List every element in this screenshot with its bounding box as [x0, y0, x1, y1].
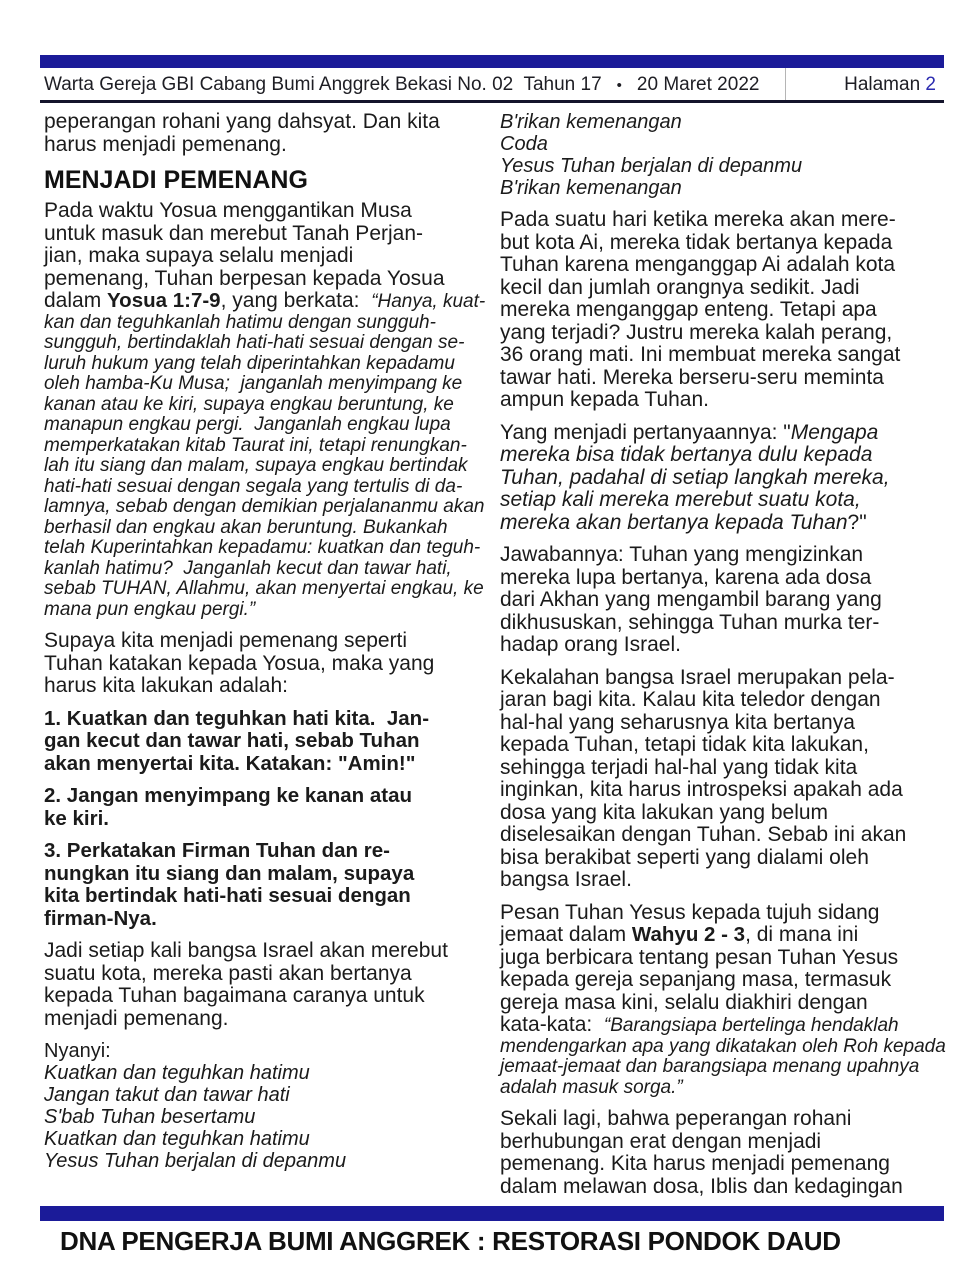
text-run: ?" — [847, 510, 867, 534]
paragraph — [44, 940, 484, 1030]
text-run: jian, maka supaya selalu menjadi — [44, 244, 354, 267]
text-run: but kota Ai, mereka tidak bertanya kepada — [500, 230, 893, 254]
text-line — [500, 209, 940, 232]
text-line — [44, 808, 484, 831]
text-line — [44, 518, 484, 539]
text-run: firman-Nya. — [44, 906, 157, 930]
text-run: gan kecut dan tawar hati, sebab Tuhan — [44, 729, 420, 752]
text-line — [44, 354, 484, 375]
text-run: kepada gereja sepanjang masa, termasuk — [500, 968, 892, 991]
text-line — [500, 299, 940, 322]
text-line — [500, 512, 940, 535]
text-line — [44, 675, 484, 698]
text-line — [500, 947, 940, 970]
text-line — [500, 1078, 940, 1099]
text-line — [500, 567, 940, 590]
text-line — [500, 969, 940, 992]
header-masthead — [44, 74, 759, 96]
text-run: manapun engkau pergi. Janganlah engkau lupa — [44, 414, 451, 435]
text-line — [44, 374, 484, 395]
paragraph — [500, 667, 940, 892]
text-run: yang terjadi? Justru mereka kalah perang, — [500, 320, 893, 344]
text-run: , yang berkata: — [220, 289, 372, 312]
text-run: Yosua 1:7-9 — [107, 289, 221, 312]
paragraph — [44, 1040, 484, 1172]
text-run: harus menjadi pemenang. — [44, 132, 287, 156]
text-run: Pada suatu hari ketika mereka akan mere- — [500, 208, 896, 231]
text-line — [44, 753, 484, 776]
text-line — [500, 1035, 946, 1058]
text-line — [500, 489, 940, 512]
text-run: pemenang. Kita harus menjadi pemenang — [500, 1152, 890, 1175]
text-line — [500, 1153, 940, 1176]
text-run: nungkan itu siang dan malam, supaya — [44, 861, 415, 885]
text-run: Yang menjadi pertanyaannya: " — [500, 420, 791, 444]
text-run: bangsa Israel. — [500, 868, 632, 891]
text-line — [500, 1014, 940, 1037]
text-line — [500, 467, 940, 490]
text-run: Nyanyi: — [44, 1040, 111, 1062]
text-run: kan dan teguhkanlah hatimu dengan sungguh- — [44, 311, 436, 333]
paragraph — [500, 209, 940, 412]
paragraph — [44, 785, 484, 830]
text-line — [500, 444, 940, 467]
text-line — [500, 322, 940, 345]
text-line — [500, 847, 940, 870]
text-line — [44, 456, 484, 477]
text-line — [500, 344, 940, 367]
text-line — [500, 802, 940, 825]
text-run: “Barangsiapa bertelinga hendaklah — [603, 1015, 899, 1036]
text-line — [44, 223, 484, 246]
paragraph — [500, 1108, 940, 1198]
text-line — [500, 902, 940, 925]
text-run: , di mana ini — [745, 923, 859, 946]
text-run: dosa yang kita lakukan yang belum — [500, 800, 829, 824]
text-run: kecil dan jumlah orangnya sedikit. Jadi — [500, 275, 860, 299]
text-run: “Hanya, kuat- — [371, 291, 486, 312]
text-run: MENJADI PEMENANG — [44, 166, 308, 194]
text-line — [500, 155, 940, 177]
text-run: gereja masa kini, selalu diakhiri dengan — [500, 990, 868, 1014]
text-run: dalam melawan dosa, Iblis dan kedagingan — [500, 1174, 903, 1198]
text-run: mereka bisa tidak bertanya dulu kepada — [500, 443, 873, 466]
text-run: kata-kata: — [500, 1013, 604, 1036]
text-line — [44, 436, 484, 457]
text-run: mereka lupa bertanya, karena ada dosa — [500, 565, 872, 589]
text-run: Mengapa — [790, 420, 879, 444]
text-line — [44, 477, 484, 498]
text-run: B'rikan kemenangan — [500, 111, 682, 133]
text-line — [44, 885, 484, 908]
text-run: mana pun engkau pergi.” — [44, 598, 256, 620]
text-line — [500, 689, 940, 712]
text-run: Tuhan karena menganggap Ai adalah kota — [500, 253, 896, 276]
text-line — [500, 779, 940, 802]
text-line — [44, 268, 484, 291]
text-run: Jangan takut dan tawar hati — [44, 1084, 290, 1106]
text-run: jaran bagi kita. Kalau kita teledor dengan — [500, 688, 881, 711]
text-line — [500, 1057, 940, 1078]
text-run: kita bertindak hati-hati sesuai dengan — [44, 884, 411, 907]
text-run: Tuhan katakan kepada Yosua, maka yang — [44, 651, 435, 675]
bullet-separator: • — [616, 76, 622, 94]
text-run: harus kita lakukan adalah: — [44, 674, 288, 697]
text-line — [44, 538, 484, 559]
text-line — [44, 1008, 484, 1031]
text-line — [44, 730, 484, 753]
text-run: mendengarkan apa yang dikatakan oleh Roh kepada — [500, 1035, 946, 1057]
text-run: 1. Kuatkan dan teguhkan hati kita. Jan- — [44, 706, 430, 730]
top-navy-bar — [40, 55, 944, 68]
text-run: 3. Perkatakan Firman Tuhan dan re- — [44, 839, 390, 862]
text-line — [500, 389, 940, 412]
text-run: diselesaikan dengan Tuhan. Sebab ini akan — [500, 823, 907, 846]
text-run: untuk masuk dan merebut Tanah Perjan- — [44, 221, 424, 245]
text-line — [500, 544, 940, 567]
text-run: luruh hukum yang telah diperintahkan kepadamu — [44, 352, 455, 374]
text-line — [500, 367, 940, 390]
text-run: 36 orang mati. Ini membuat mereka sangat — [500, 343, 901, 366]
text-line — [44, 313, 484, 334]
page-number: 2 — [925, 74, 936, 95]
text-line — [44, 395, 484, 416]
issue-date: 20 Maret 2022 — [636, 74, 760, 95]
header-vertical-divider — [785, 68, 786, 100]
text-line — [500, 277, 940, 300]
text-run: oleh hamba-Ku Musa; janganlah menyimpang ke — [44, 373, 463, 394]
text-line — [44, 290, 484, 313]
text-line — [500, 634, 940, 657]
text-run: tawar hati. Mereka berseru-seru meminta — [500, 365, 884, 389]
bulletin-title: Warta Gereja GBI Cabang Bumi Anggrek Bekasi No. 02 Tahun 17 — [44, 74, 602, 95]
text-line — [500, 612, 940, 635]
text-run: kanlah hatimu? Janganlah kecut dan tawar hati, — [44, 557, 452, 579]
text-run: akan menyertai kita. Katakan: "Amin!" — [44, 751, 416, 775]
text-run: peperangan rohani yang dahsyat. Dan kita — [44, 110, 440, 133]
text-line — [44, 134, 484, 157]
text-line — [44, 985, 484, 1008]
text-line — [44, 653, 484, 676]
paragraph — [500, 544, 940, 657]
text-run: Yesus Tuhan berjalan di depanmu — [500, 155, 803, 177]
paragraph — [44, 111, 484, 156]
text-run: Pesan Tuhan Yesus kepada tujuh sidang — [500, 900, 880, 924]
text-run: dalam — [44, 289, 108, 312]
page-label: Halaman — [844, 74, 926, 95]
text-line — [44, 630, 484, 653]
text-run: kepada Tuhan bagaimana caranya untuk — [44, 984, 425, 1007]
text-line — [44, 559, 484, 580]
text-line — [44, 1106, 484, 1128]
text-line — [500, 734, 940, 757]
text-line — [44, 708, 484, 731]
text-run: berhubungan erat dengan menjadi — [500, 1129, 822, 1153]
text-run: adalah masuk sorga.” — [500, 1076, 683, 1098]
text-run: setiap kali mereka merebut suatu kota, — [500, 488, 861, 511]
text-line — [500, 992, 940, 1015]
text-run: dari Akhan yang mengambil barang yang — [500, 588, 882, 611]
text-line — [44, 245, 484, 268]
text-run: inginkan, kita harus introspeksi apakah ada — [500, 778, 903, 801]
text-line — [44, 333, 484, 354]
left-column — [44, 111, 484, 1182]
paragraph — [44, 630, 484, 698]
text-line — [500, 1176, 940, 1199]
text-line — [44, 940, 484, 963]
text-run: hati-hati sesuai dengan segala yang tertulis di da- — [44, 475, 463, 497]
text-run: Jawabannya: Tuhan yang mengizinkan — [500, 543, 864, 566]
text-line — [44, 579, 484, 600]
text-line — [44, 166, 484, 194]
text-run: memperkatakan kitab Taurat ini, tetapi renungkan- — [44, 434, 467, 456]
text-run: S'bab Tuhan besertamu — [44, 1106, 256, 1128]
page-indicator — [823, 52, 936, 118]
text-run: suatu kota, mereka pasti akan bertanya — [44, 961, 412, 985]
text-line — [44, 111, 484, 134]
text-run: Wahyu 2 - 3 — [631, 923, 746, 946]
text-run: lamnya, sebab dengan demikian perjalananmu akan — [44, 496, 485, 517]
text-run: bisa berakibat seperti yang dialami oleh — [500, 845, 869, 869]
section-heading — [44, 166, 484, 194]
text-line — [500, 869, 940, 892]
text-run: Supaya kita menjadi pemenang seperti — [44, 629, 408, 652]
text-line — [500, 924, 940, 947]
text-run: Kekalahan bangsa Israel merupakan pela- — [500, 665, 895, 689]
header-horizontal-rule — [40, 100, 944, 103]
text-line — [500, 757, 940, 780]
text-line — [500, 422, 940, 445]
text-line — [500, 232, 940, 255]
text-run: ampun kepada Tuhan. — [500, 388, 709, 411]
text-run: telah Kuperintahkan kepadamu: kuatkan dan teguh- — [44, 537, 481, 558]
text-run: sehingga terjadi hal-hal yang tidak kita — [500, 755, 858, 779]
text-run: menjadi pemenang. — [44, 1006, 229, 1030]
text-line — [44, 908, 484, 931]
text-run: sungguh, bertindaklah hati-hati sesuai dengan se- — [44, 332, 465, 353]
text-line — [500, 712, 940, 735]
paragraph — [44, 840, 484, 930]
text-run: sebab TUHAN, Allahmu, akan menyertai engkau, ke — [44, 578, 484, 599]
text-line — [44, 600, 484, 621]
text-run: pemenang, Tuhan berpesan kepada Yosua — [44, 266, 445, 290]
text-line — [44, 785, 484, 808]
text-line — [44, 1084, 484, 1106]
text-run: kepada Tuhan, tetapi tidak kita lakukan, — [500, 733, 869, 756]
paragraph — [44, 708, 484, 776]
text-run: jemaat-jemaat dan barangsiapa menang upahnya — [500, 1056, 920, 1077]
text-line — [500, 667, 940, 690]
text-run: Coda — [500, 133, 548, 155]
right-column — [500, 111, 946, 1208]
text-run: 2. Jangan menyimpang ke kanan atau — [44, 784, 412, 807]
text-run: Pada waktu Yosua menggantikan Musa — [44, 199, 412, 222]
text-line — [44, 963, 484, 986]
text-line — [44, 1128, 484, 1150]
paragraph — [44, 200, 484, 620]
paragraph — [500, 422, 940, 535]
text-run: Tuhan, padahal di setiap langkah mereka, — [500, 465, 890, 489]
text-run: lah itu siang dan malam, supaya engkau bertindak — [44, 455, 468, 476]
text-line — [44, 200, 484, 223]
text-run: Sekali lagi, bahwa peperangan rohani — [500, 1107, 852, 1130]
paragraph — [500, 900, 946, 1099]
text-line — [44, 1040, 484, 1062]
text-run: Kuatkan dan teguhkan hatimu — [44, 1062, 310, 1084]
text-run: Jadi setiap kali bangsa Israel akan merebut — [44, 939, 448, 962]
text-line — [500, 589, 940, 612]
text-line — [44, 415, 484, 436]
text-line — [44, 1062, 484, 1084]
text-line — [500, 177, 940, 199]
text-run: mereka akan bertanya kepada Tuhan — [500, 510, 848, 534]
text-run: Yesus Tuhan berjalan di depanmu — [44, 1150, 347, 1172]
text-line — [500, 254, 940, 277]
text-run: jemaat dalam — [500, 923, 632, 946]
text-run: hadap orang Israel. — [500, 633, 681, 656]
text-run: dikhususkan, sehingga Tuhan murka ter- — [500, 610, 880, 634]
text-line — [500, 111, 940, 133]
text-line — [500, 1108, 940, 1131]
text-run: mereka menganggap enteng. Tetapi apa — [500, 298, 877, 321]
text-run: berhasil dan engkau akan beruntung. Bukankah — [44, 516, 448, 538]
text-run: B'rikan kemenangan — [500, 177, 682, 199]
text-run: hal-hal yang seharusnya kita bertanya — [500, 710, 855, 734]
text-line — [500, 133, 940, 155]
text-line — [44, 863, 484, 886]
text-line — [500, 824, 940, 847]
text-run: ke kiri. — [44, 806, 109, 830]
page-header — [44, 71, 936, 99]
text-run: kanan atau ke kiri, supaya engkau beruntung, ke — [44, 393, 454, 415]
text-line — [500, 1131, 940, 1154]
paragraph — [500, 111, 940, 199]
text-run: Kuatkan dan teguhkan hatimu — [44, 1128, 310, 1150]
footer-slogan: DNA PENGERJA BUMI ANGGREK : RESTORASI PONDOK DAUD — [60, 1226, 841, 1256]
text-line — [44, 1150, 484, 1172]
text-line — [44, 497, 484, 518]
bottom-navy-bar — [40, 1206, 944, 1221]
text-run: juga berbicara tentang pesan Tuhan Yesus — [500, 945, 899, 969]
text-line — [44, 840, 484, 863]
